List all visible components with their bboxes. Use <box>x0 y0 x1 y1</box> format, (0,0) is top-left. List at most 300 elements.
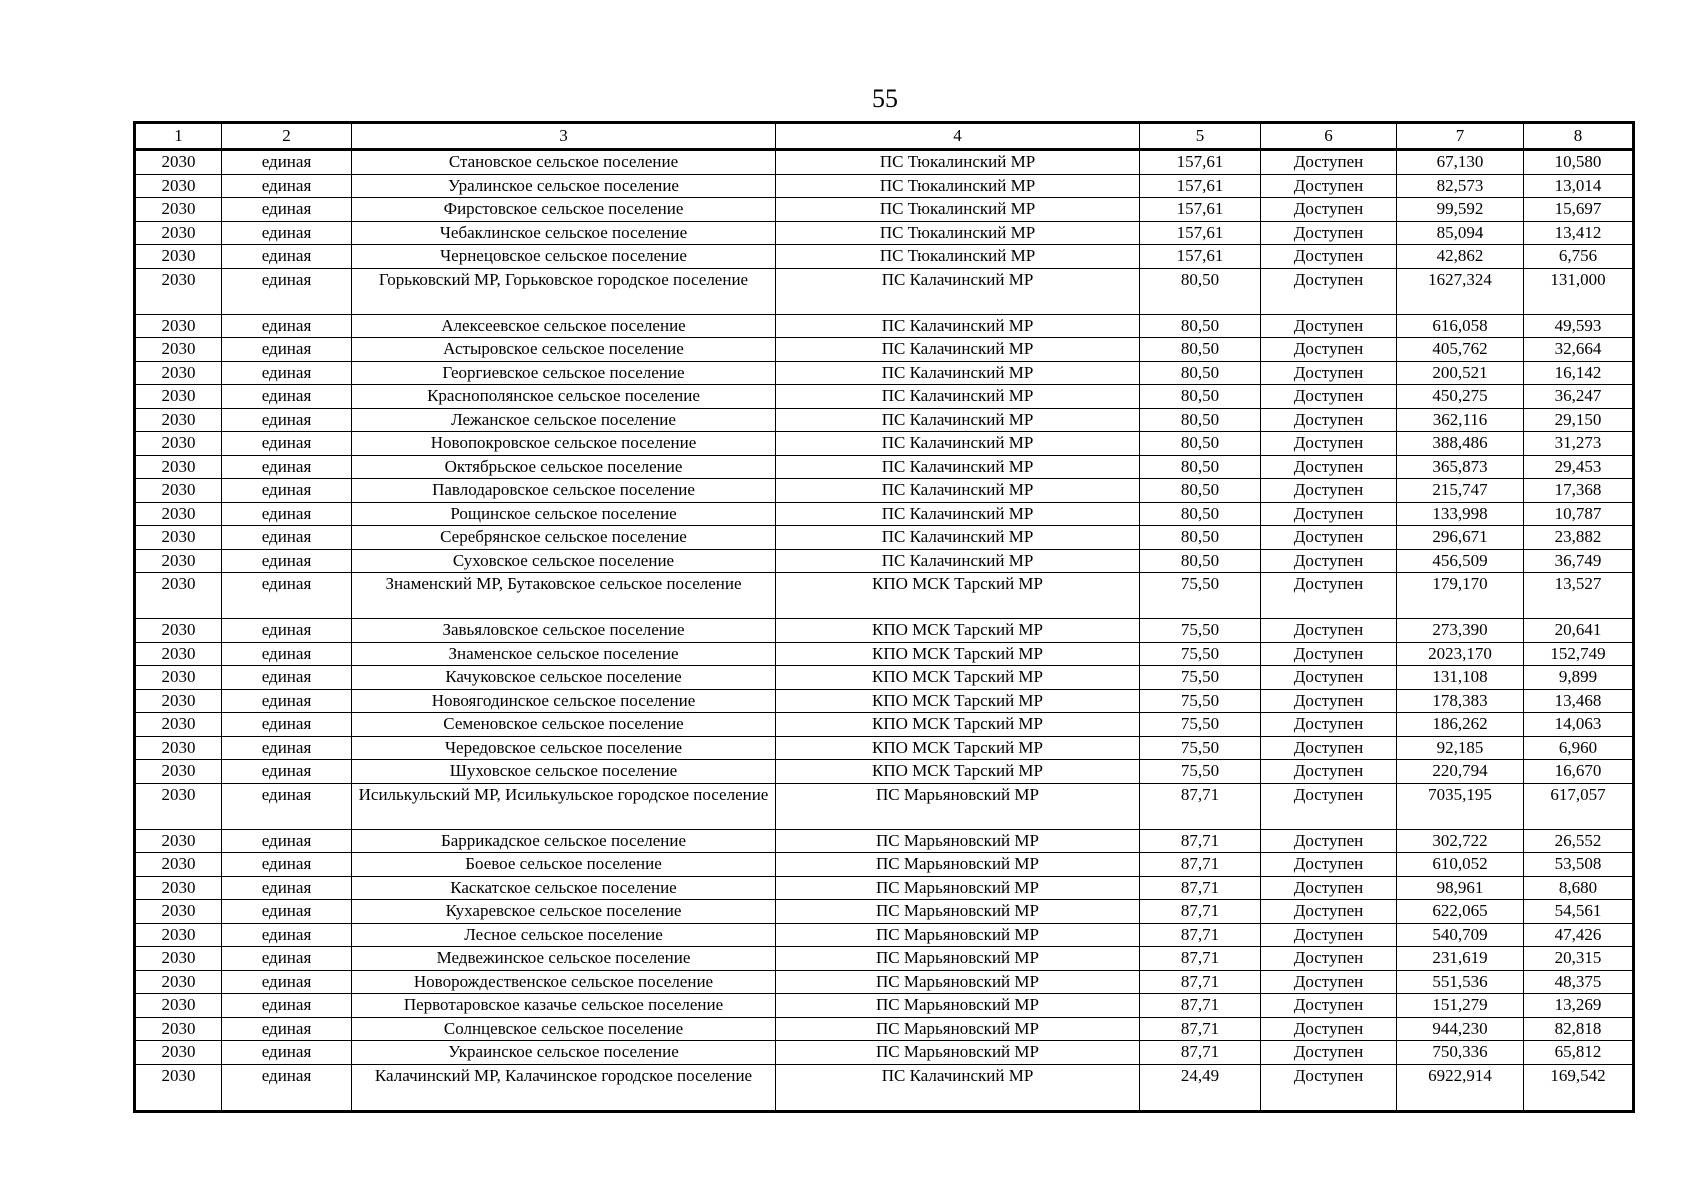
column-header: 5 <box>1140 123 1261 150</box>
value-7-cell: 450,275 <box>1397 385 1524 409</box>
year-cell: 2030 <box>135 385 222 409</box>
value-7-cell: 231,619 <box>1397 947 1524 971</box>
source-cell: ПС Марьяновский МР <box>776 947 1140 971</box>
table-row <box>135 689 1634 713</box>
source-cell: ПС Тюкалинский МР <box>776 150 1140 175</box>
status-cell: Доступен <box>1261 736 1397 760</box>
year-cell: 2030 <box>135 666 222 690</box>
year-cell: 2030 <box>135 994 222 1018</box>
type-cell: единая <box>222 970 352 994</box>
column-header: 4 <box>776 123 1140 150</box>
table-row <box>135 994 1634 1018</box>
year-cell: 2030 <box>135 619 222 643</box>
table-header-row <box>135 123 1634 150</box>
status-cell: Доступен <box>1261 150 1397 175</box>
status-cell: Доступен <box>1261 1017 1397 1041</box>
source-cell: ПС Калачинский МР <box>776 408 1140 432</box>
type-cell: единая <box>222 853 352 877</box>
table-row <box>135 783 1634 829</box>
data-table <box>133 121 1635 1113</box>
settlement-cell: Чебаклинское сельское поселение <box>352 221 776 245</box>
source-cell: КПО МСК Тарский МР <box>776 689 1140 713</box>
settlement-cell: Знаменское сельское поселение <box>352 642 776 666</box>
value-8-cell: 29,453 <box>1524 455 1634 479</box>
value-5-cell: 75,50 <box>1140 760 1261 784</box>
settlement-cell: Астыровское сельское поселение <box>352 338 776 362</box>
status-cell: Доступен <box>1261 479 1397 503</box>
value-7-cell: 610,052 <box>1397 853 1524 877</box>
table-row <box>135 268 1634 314</box>
settlement-cell: Завьяловское сельское поселение <box>352 619 776 643</box>
settlement-cell: Качуковское сельское поселение <box>352 666 776 690</box>
value-7-cell: 133,998 <box>1397 502 1524 526</box>
value-5-cell: 80,50 <box>1140 549 1261 573</box>
settlement-cell: Украинское сельское поселение <box>352 1041 776 1065</box>
status-cell: Доступен <box>1261 947 1397 971</box>
value-7-cell: 92,185 <box>1397 736 1524 760</box>
status-cell: Доступен <box>1261 713 1397 737</box>
type-cell: единая <box>222 408 352 432</box>
value-8-cell: 17,368 <box>1524 479 1634 503</box>
status-cell: Доступен <box>1261 408 1397 432</box>
value-7-cell: 296,671 <box>1397 526 1524 550</box>
source-cell: ПС Марьяновский МР <box>776 1041 1140 1065</box>
status-cell: Доступен <box>1261 689 1397 713</box>
value-5-cell: 80,50 <box>1140 432 1261 456</box>
source-cell: ПС Тюкалинский МР <box>776 174 1140 198</box>
column-header: 6 <box>1261 123 1397 150</box>
settlement-cell: Павлодаровское сельское поселение <box>352 479 776 503</box>
source-cell: КПО МСК Тарский МР <box>776 736 1140 760</box>
value-5-cell: 80,50 <box>1140 314 1261 338</box>
value-5-cell: 87,71 <box>1140 829 1261 853</box>
settlement-cell: Уралинское сельское поселение <box>352 174 776 198</box>
value-7-cell: 82,573 <box>1397 174 1524 198</box>
value-5-cell: 157,61 <box>1140 150 1261 175</box>
source-cell: ПС Марьяновский МР <box>776 853 1140 877</box>
table-row <box>135 408 1634 432</box>
table-row <box>135 245 1634 269</box>
value-5-cell: 87,71 <box>1140 994 1261 1018</box>
type-cell: единая <box>222 994 352 1018</box>
source-cell: ПС Калачинский МР <box>776 361 1140 385</box>
type-cell: единая <box>222 1064 352 1111</box>
type-cell: единая <box>222 829 352 853</box>
type-cell: единая <box>222 432 352 456</box>
value-7-cell: 179,170 <box>1397 573 1524 619</box>
year-cell: 2030 <box>135 408 222 432</box>
source-cell: ПС Тюкалинский МР <box>776 221 1140 245</box>
type-cell: единая <box>222 549 352 573</box>
status-cell: Доступен <box>1261 502 1397 526</box>
table-row <box>135 385 1634 409</box>
value-8-cell: 13,527 <box>1524 573 1634 619</box>
source-cell: ПС Калачинский МР <box>776 549 1140 573</box>
value-8-cell: 20,641 <box>1524 619 1634 643</box>
year-cell: 2030 <box>135 432 222 456</box>
type-cell: единая <box>222 689 352 713</box>
value-5-cell: 75,50 <box>1140 713 1261 737</box>
settlement-cell: Новопокровское сельское поселение <box>352 432 776 456</box>
year-cell: 2030 <box>135 900 222 924</box>
table-row <box>135 338 1634 362</box>
value-7-cell: 151,279 <box>1397 994 1524 1018</box>
value-7-cell: 944,230 <box>1397 1017 1524 1041</box>
value-5-cell: 75,50 <box>1140 666 1261 690</box>
settlement-cell: Шуховское сельское поселение <box>352 760 776 784</box>
year-cell: 2030 <box>135 876 222 900</box>
year-cell: 2030 <box>135 573 222 619</box>
source-cell: КПО МСК Тарский МР <box>776 760 1140 784</box>
settlement-cell: Октябрьское сельское поселение <box>352 455 776 479</box>
year-cell: 2030 <box>135 479 222 503</box>
source-cell: ПС Калачинский МР <box>776 502 1140 526</box>
column-header: 3 <box>352 123 776 150</box>
value-5-cell: 157,61 <box>1140 221 1261 245</box>
table-row <box>135 853 1634 877</box>
year-cell: 2030 <box>135 783 222 829</box>
column-header: 1 <box>135 123 222 150</box>
value-5-cell: 87,71 <box>1140 876 1261 900</box>
status-cell: Доступен <box>1261 1064 1397 1111</box>
source-cell: КПО МСК Тарский МР <box>776 619 1140 643</box>
year-cell: 2030 <box>135 1017 222 1041</box>
type-cell: единая <box>222 642 352 666</box>
type-cell: единая <box>222 502 352 526</box>
type-cell: единая <box>222 338 352 362</box>
value-8-cell: 6,960 <box>1524 736 1634 760</box>
value-8-cell: 31,273 <box>1524 432 1634 456</box>
table-row <box>135 174 1634 198</box>
value-8-cell: 29,150 <box>1524 408 1634 432</box>
table-row <box>135 1041 1634 1065</box>
value-5-cell: 157,61 <box>1140 245 1261 269</box>
table-body <box>135 150 1634 1112</box>
table-row <box>135 432 1634 456</box>
type-cell: единая <box>222 221 352 245</box>
source-cell: КПО МСК Тарский МР <box>776 666 1140 690</box>
status-cell: Доступен <box>1261 900 1397 924</box>
source-cell: ПС Калачинский МР <box>776 1064 1140 1111</box>
type-cell: единая <box>222 479 352 503</box>
value-5-cell: 87,71 <box>1140 1041 1261 1065</box>
value-7-cell: 540,709 <box>1397 923 1524 947</box>
type-cell: единая <box>222 900 352 924</box>
settlement-cell: Баррикадское сельское поселение <box>352 829 776 853</box>
value-5-cell: 80,50 <box>1140 526 1261 550</box>
value-5-cell: 75,50 <box>1140 642 1261 666</box>
settlement-cell: Георгиевское сельское поселение <box>352 361 776 385</box>
value-8-cell: 13,468 <box>1524 689 1634 713</box>
status-cell: Доступен <box>1261 923 1397 947</box>
value-5-cell: 80,50 <box>1140 408 1261 432</box>
source-cell: ПС Тюкалинский МР <box>776 245 1140 269</box>
value-8-cell: 15,697 <box>1524 198 1634 222</box>
value-7-cell: 67,130 <box>1397 150 1524 175</box>
value-8-cell: 14,063 <box>1524 713 1634 737</box>
source-cell: ПС Тюкалинский МР <box>776 198 1140 222</box>
settlement-cell: Серебрянское сельское поселение <box>352 526 776 550</box>
type-cell: единая <box>222 876 352 900</box>
status-cell: Доступен <box>1261 666 1397 690</box>
status-cell: Доступен <box>1261 432 1397 456</box>
value-8-cell: 8,680 <box>1524 876 1634 900</box>
year-cell: 2030 <box>135 455 222 479</box>
value-8-cell: 82,818 <box>1524 1017 1634 1041</box>
source-cell: ПС Марьяновский МР <box>776 829 1140 853</box>
value-5-cell: 157,61 <box>1140 198 1261 222</box>
table-row <box>135 876 1634 900</box>
value-7-cell: 456,509 <box>1397 549 1524 573</box>
table-row <box>135 573 1634 619</box>
year-cell: 2030 <box>135 549 222 573</box>
year-cell: 2030 <box>135 268 222 314</box>
year-cell: 2030 <box>135 526 222 550</box>
source-cell: ПС Марьяновский МР <box>776 1017 1140 1041</box>
source-cell: ПС Марьяновский МР <box>776 923 1140 947</box>
value-7-cell: 405,762 <box>1397 338 1524 362</box>
value-5-cell: 87,71 <box>1140 900 1261 924</box>
source-cell: ПС Калачинский МР <box>776 314 1140 338</box>
year-cell: 2030 <box>135 198 222 222</box>
value-7-cell: 365,873 <box>1397 455 1524 479</box>
value-8-cell: 13,269 <box>1524 994 1634 1018</box>
status-cell: Доступен <box>1261 268 1397 314</box>
settlement-cell: Горьковский МР, Горьковское городское поселение <box>352 268 776 314</box>
table-row <box>135 970 1634 994</box>
year-cell: 2030 <box>135 174 222 198</box>
value-5-cell: 80,50 <box>1140 361 1261 385</box>
value-8-cell: 6,756 <box>1524 245 1634 269</box>
value-7-cell: 42,862 <box>1397 245 1524 269</box>
value-7-cell: 622,065 <box>1397 900 1524 924</box>
year-cell: 2030 <box>135 245 222 269</box>
status-cell: Доступен <box>1261 853 1397 877</box>
source-cell: КПО МСК Тарский МР <box>776 573 1140 619</box>
year-cell: 2030 <box>135 713 222 737</box>
source-cell: ПС Марьяновский МР <box>776 900 1140 924</box>
value-7-cell: 362,116 <box>1397 408 1524 432</box>
status-cell: Доступен <box>1261 760 1397 784</box>
value-5-cell: 80,50 <box>1140 385 1261 409</box>
status-cell: Доступен <box>1261 829 1397 853</box>
type-cell: единая <box>222 713 352 737</box>
status-cell: Доступен <box>1261 314 1397 338</box>
value-8-cell: 9,899 <box>1524 666 1634 690</box>
table-row <box>135 361 1634 385</box>
status-cell: Доступен <box>1261 385 1397 409</box>
settlement-cell: Новорождественское сельское поселение <box>352 970 776 994</box>
value-7-cell: 131,108 <box>1397 666 1524 690</box>
settlement-cell: Кухаревское сельское поселение <box>352 900 776 924</box>
type-cell: единая <box>222 361 352 385</box>
type-cell: единая <box>222 268 352 314</box>
source-cell: ПС Марьяновский МР <box>776 783 1140 829</box>
status-cell: Доступен <box>1261 573 1397 619</box>
value-8-cell: 20,315 <box>1524 947 1634 971</box>
year-cell: 2030 <box>135 314 222 338</box>
table-row <box>135 736 1634 760</box>
value-7-cell: 215,747 <box>1397 479 1524 503</box>
value-5-cell: 75,50 <box>1140 619 1261 643</box>
type-cell: единая <box>222 455 352 479</box>
settlement-cell: Калачинский МР, Калачинское городское поселение <box>352 1064 776 1111</box>
year-cell: 2030 <box>135 760 222 784</box>
table-row <box>135 619 1634 643</box>
settlement-cell: Лежанское сельское поселение <box>352 408 776 432</box>
value-7-cell: 1627,324 <box>1397 268 1524 314</box>
value-8-cell: 617,057 <box>1524 783 1634 829</box>
column-header: 8 <box>1524 123 1634 150</box>
value-7-cell: 2023,170 <box>1397 642 1524 666</box>
source-cell: ПС Марьяновский МР <box>776 876 1140 900</box>
table-row <box>135 455 1634 479</box>
value-5-cell: 80,50 <box>1140 455 1261 479</box>
table-row <box>135 923 1634 947</box>
table-row <box>135 666 1634 690</box>
value-8-cell: 16,142 <box>1524 361 1634 385</box>
table-row <box>135 1017 1634 1041</box>
type-cell: единая <box>222 174 352 198</box>
value-8-cell: 54,561 <box>1524 900 1634 924</box>
value-7-cell: 750,336 <box>1397 1041 1524 1065</box>
value-8-cell: 36,749 <box>1524 549 1634 573</box>
table-row <box>135 947 1634 971</box>
value-5-cell: 87,71 <box>1140 1017 1261 1041</box>
value-8-cell: 36,247 <box>1524 385 1634 409</box>
year-cell: 2030 <box>135 1064 222 1111</box>
year-cell: 2030 <box>135 923 222 947</box>
status-cell: Доступен <box>1261 970 1397 994</box>
type-cell: единая <box>222 619 352 643</box>
type-cell: единая <box>222 314 352 338</box>
settlement-cell: Краснополянское сельское поселение <box>352 385 776 409</box>
type-cell: единая <box>222 385 352 409</box>
table-row <box>135 479 1634 503</box>
year-cell: 2030 <box>135 338 222 362</box>
value-7-cell: 98,961 <box>1397 876 1524 900</box>
value-5-cell: 75,50 <box>1140 689 1261 713</box>
value-8-cell: 32,664 <box>1524 338 1634 362</box>
value-5-cell: 80,50 <box>1140 268 1261 314</box>
value-7-cell: 85,094 <box>1397 221 1524 245</box>
column-header: 7 <box>1397 123 1524 150</box>
type-cell: единая <box>222 947 352 971</box>
value-5-cell: 75,50 <box>1140 736 1261 760</box>
value-8-cell: 65,812 <box>1524 1041 1634 1065</box>
value-8-cell: 47,426 <box>1524 923 1634 947</box>
status-cell: Доступен <box>1261 198 1397 222</box>
value-5-cell: 87,71 <box>1140 783 1261 829</box>
settlement-cell: Исилькульский МР, Исилькульское городское поселение <box>352 783 776 829</box>
table-row <box>135 713 1634 737</box>
type-cell: единая <box>222 736 352 760</box>
value-7-cell: 186,262 <box>1397 713 1524 737</box>
status-cell: Доступен <box>1261 174 1397 198</box>
table-row <box>135 900 1634 924</box>
table-row <box>135 198 1634 222</box>
status-cell: Доступен <box>1261 361 1397 385</box>
type-cell: единая <box>222 573 352 619</box>
source-cell: ПС Калачинский МР <box>776 385 1140 409</box>
value-5-cell: 75,50 <box>1140 573 1261 619</box>
status-cell: Доступен <box>1261 783 1397 829</box>
settlement-cell: Знаменский МР, Бутаковское сельское поселение <box>352 573 776 619</box>
value-7-cell: 388,486 <box>1397 432 1524 456</box>
status-cell: Доступен <box>1261 1041 1397 1065</box>
type-cell: единая <box>222 198 352 222</box>
settlement-cell: Становское сельское поселение <box>352 150 776 175</box>
settlement-cell: Каскатское сельское поселение <box>352 876 776 900</box>
year-cell: 2030 <box>135 689 222 713</box>
settlement-cell: Фирстовское сельское поселение <box>352 198 776 222</box>
source-cell: КПО МСК Тарский МР <box>776 713 1140 737</box>
value-7-cell: 220,794 <box>1397 760 1524 784</box>
year-cell: 2030 <box>135 853 222 877</box>
value-5-cell: 87,71 <box>1140 853 1261 877</box>
status-cell: Доступен <box>1261 549 1397 573</box>
settlement-cell: Боевое сельское поселение <box>352 853 776 877</box>
status-cell: Доступен <box>1261 994 1397 1018</box>
type-cell: единая <box>222 150 352 175</box>
value-8-cell: 10,787 <box>1524 502 1634 526</box>
table-row <box>135 502 1634 526</box>
status-cell: Доступен <box>1261 338 1397 362</box>
table-row <box>135 150 1634 175</box>
table-row <box>135 221 1634 245</box>
source-cell: ПС Калачинский МР <box>776 432 1140 456</box>
source-cell: КПО МСК Тарский МР <box>776 642 1140 666</box>
table-row <box>135 526 1634 550</box>
source-cell: ПС Калачинский МР <box>776 455 1140 479</box>
year-cell: 2030 <box>135 829 222 853</box>
value-7-cell: 7035,195 <box>1397 783 1524 829</box>
value-8-cell: 152,749 <box>1524 642 1634 666</box>
settlement-cell: Первотаровское казачье сельское поселение <box>352 994 776 1018</box>
value-7-cell: 6922,914 <box>1397 1064 1524 1111</box>
value-5-cell: 87,71 <box>1140 970 1261 994</box>
page-number: 55 <box>872 84 898 113</box>
year-cell: 2030 <box>135 1041 222 1065</box>
settlement-cell: Солнцевское сельское поселение <box>352 1017 776 1041</box>
year-cell: 2030 <box>135 736 222 760</box>
value-8-cell: 16,670 <box>1524 760 1634 784</box>
value-8-cell: 26,552 <box>1524 829 1634 853</box>
value-5-cell: 80,50 <box>1140 479 1261 503</box>
value-7-cell: 551,536 <box>1397 970 1524 994</box>
table-row <box>135 314 1634 338</box>
year-cell: 2030 <box>135 970 222 994</box>
type-cell: единая <box>222 783 352 829</box>
value-7-cell: 302,722 <box>1397 829 1524 853</box>
value-5-cell: 80,50 <box>1140 502 1261 526</box>
status-cell: Доступен <box>1261 642 1397 666</box>
source-cell: ПС Калачинский МР <box>776 526 1140 550</box>
year-cell: 2030 <box>135 361 222 385</box>
type-cell: единая <box>222 1017 352 1041</box>
settlement-cell: Чередовское сельское поселение <box>352 736 776 760</box>
status-cell: Доступен <box>1261 526 1397 550</box>
value-8-cell: 169,542 <box>1524 1064 1634 1111</box>
table-row <box>135 642 1634 666</box>
value-8-cell: 49,593 <box>1524 314 1634 338</box>
type-cell: единая <box>222 666 352 690</box>
source-cell: ПС Калачинский МР <box>776 338 1140 362</box>
table-row <box>135 829 1634 853</box>
value-7-cell: 178,383 <box>1397 689 1524 713</box>
type-cell: единая <box>222 1041 352 1065</box>
value-8-cell: 53,508 <box>1524 853 1634 877</box>
